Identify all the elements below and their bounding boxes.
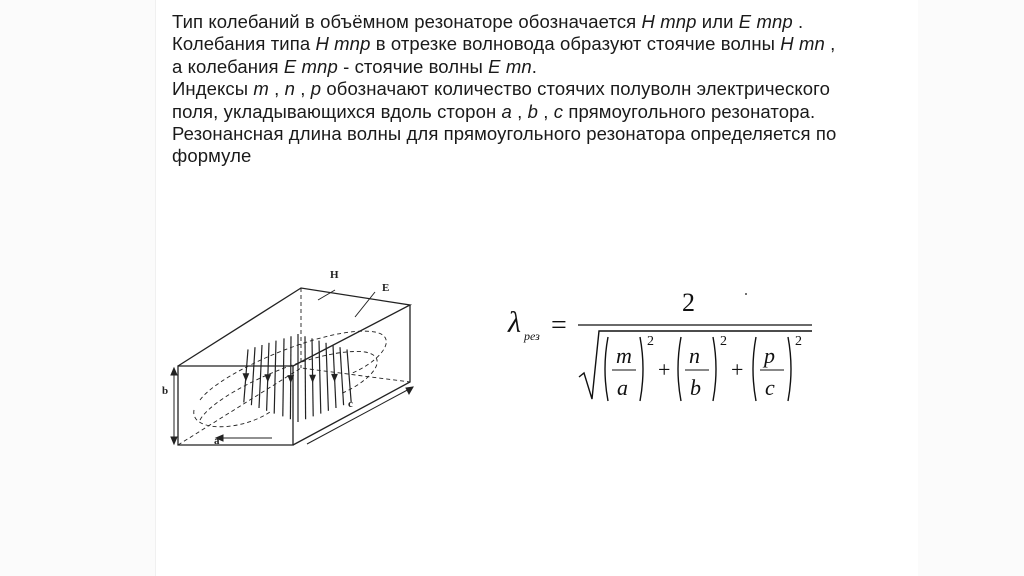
text-run: , — [295, 78, 311, 100]
plus-sign: + — [658, 357, 671, 382]
label-e: E — [382, 282, 390, 294]
italic-symbol: b — [527, 100, 539, 122]
label-c: c — [348, 398, 353, 410]
text-line — [172, 56, 892, 78]
term-exponent: 2 — [795, 334, 802, 349]
text-line — [172, 145, 892, 167]
italic-symbol: E mn — [488, 55, 532, 77]
text-run: , — [511, 100, 528, 122]
equals-sign: = — [551, 310, 567, 341]
italic-symbol: a — [501, 100, 512, 122]
right-paren — [788, 337, 791, 401]
term-numerator: m — [616, 343, 632, 368]
text-run: , — [538, 100, 554, 122]
text-run: или — [696, 11, 739, 32]
e-field-arrow — [265, 375, 270, 381]
italic-symbol: E mnp — [738, 11, 793, 32]
left-paren — [753, 337, 756, 401]
e-field-line — [305, 336, 306, 419]
text-run: прямоугольного резонатора. — [563, 100, 816, 122]
italic-symbol: c — [553, 100, 564, 122]
italic-symbol: E mnp — [283, 55, 338, 77]
italic-symbol: H mnp — [641, 11, 697, 32]
italic-symbol: H mn — [780, 33, 825, 55]
lambda-symbol: λ — [508, 306, 521, 339]
plus-sign: + — [731, 357, 744, 382]
lambda-subscript: рез — [524, 329, 540, 343]
label-a: a — [214, 435, 220, 447]
text-run: . — [531, 55, 537, 77]
left-margin — [0, 0, 156, 576]
term-numerator: p — [764, 343, 775, 368]
term-numerator: n — [689, 343, 700, 368]
text-run: Индексы — [172, 78, 254, 100]
text-line — [172, 123, 892, 145]
e-field-line — [326, 343, 328, 411]
text-line — [172, 78, 892, 100]
left-paren — [605, 337, 608, 401]
text-run: Резонансная длина волны для прямоугольного резонатора определяется по — [172, 123, 837, 145]
text-line — [172, 11, 892, 33]
label-b: b — [162, 385, 169, 397]
numerator-two: 2 — [682, 288, 695, 317]
text-run: - стоячие волны — [337, 55, 489, 77]
term-denominator: c — [765, 375, 775, 400]
e-field-line — [283, 338, 284, 416]
e-field-arrow — [243, 374, 248, 380]
text-run: . — [792, 11, 804, 32]
description-text — [172, 11, 892, 168]
e-field-line — [259, 345, 262, 408]
text-run: а колебания — [172, 55, 284, 77]
text-run: , — [824, 33, 836, 55]
italic-symbol: m — [253, 78, 269, 100]
text-line — [172, 33, 892, 55]
text-run: поля, укладывающихся вдоль сторон — [172, 100, 502, 122]
sum-of-squares — [605, 334, 802, 401]
resonant-wavelength-formula — [500, 285, 820, 410]
term-denominator: a — [617, 375, 628, 400]
text-run: , — [268, 78, 285, 100]
right-paren — [640, 337, 643, 401]
text-run: обозначают количество стоячих полуволн электрического — [321, 78, 830, 100]
e-field-line — [274, 341, 276, 414]
text-run: Тип колебаний в объёмном резонаторе обозначается — [172, 11, 642, 32]
right-paren — [713, 337, 716, 401]
term-denominator: b — [690, 375, 701, 400]
italic-symbol: n — [284, 78, 296, 100]
e-field-arrow — [310, 375, 315, 381]
right-margin — [917, 0, 1024, 576]
term-exponent: 2 — [647, 334, 654, 349]
text-run: в отрезке волновода образуют стоячие волны — [370, 33, 781, 55]
text-line — [172, 101, 892, 123]
e-field-arrow — [332, 375, 337, 381]
e-field-line — [347, 349, 351, 402]
italic-symbol: H mnp — [315, 33, 371, 55]
left-paren — [678, 337, 681, 401]
text-run: формуле — [172, 145, 252, 167]
italic-symbol: p — [310, 78, 322, 100]
e-field-line — [340, 347, 344, 405]
rectangular-resonator-diagram — [160, 262, 430, 452]
term-exponent: 2 — [720, 334, 727, 349]
e-field-line — [251, 347, 255, 405]
stray-dot — [745, 293, 747, 295]
dimension-arrows — [171, 290, 413, 444]
text-run: Колебания типа — [172, 33, 316, 55]
box-outline — [178, 288, 410, 445]
label-h: H — [330, 269, 339, 281]
